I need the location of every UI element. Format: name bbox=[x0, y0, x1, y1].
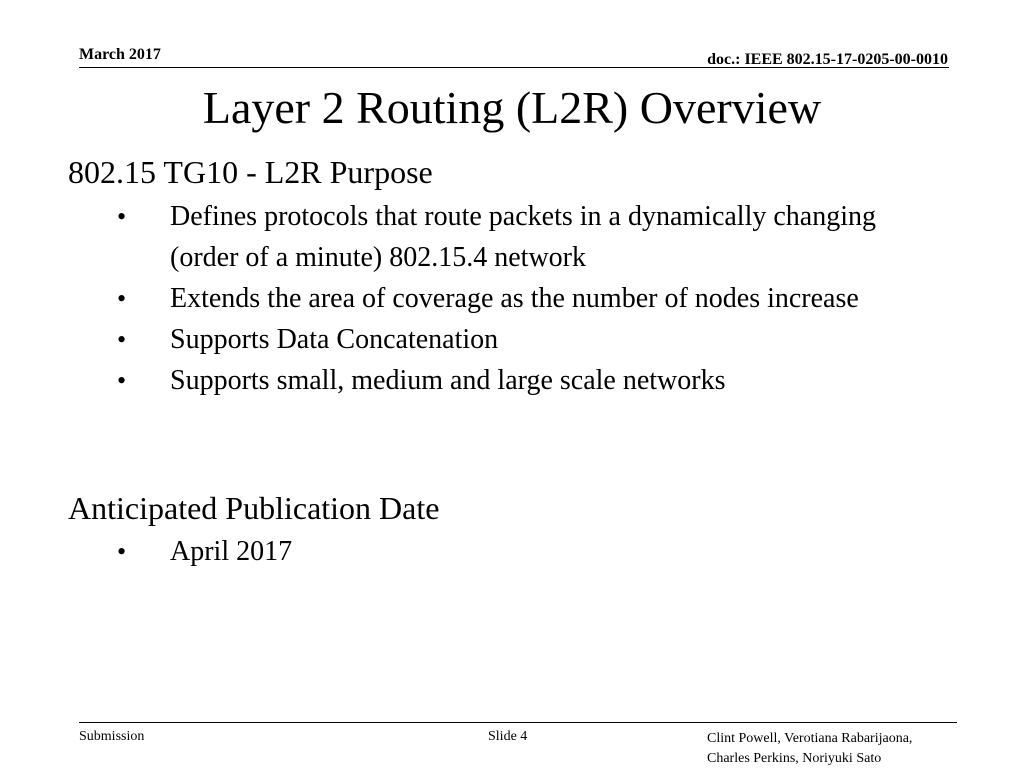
bullet-glyph: • bbox=[117, 366, 127, 395]
bullet-glyph: • bbox=[117, 325, 127, 354]
bullet-item bbox=[0, 319, 1024, 360]
header-divider bbox=[79, 67, 949, 68]
bullet-glyph: • bbox=[117, 202, 127, 231]
bullet-item bbox=[0, 278, 1024, 319]
bullet-item bbox=[0, 531, 1024, 572]
bullet-text: Supports small, medium and large scale networks bbox=[170, 365, 726, 396]
bullet-text: Defines protocols that route packets in a dynamically changing (order of a minute) 802.15.4 network bbox=[170, 201, 877, 273]
footer-authors bbox=[707, 729, 912, 769]
footer-slide-number: Slide 4 bbox=[488, 729, 528, 744]
bullet-list-purpose bbox=[0, 196, 1024, 401]
slide-title: Layer 2 Routing (L2R) Overview bbox=[202, 82, 822, 133]
bullet-item bbox=[0, 196, 1024, 278]
bullet-list-publication bbox=[0, 531, 1024, 572]
footer-authors-line-1: Clint Powell, Verotiana Rabarijaona, bbox=[707, 731, 913, 746]
footer-submission: Submission bbox=[79, 729, 145, 744]
section-heading-purpose: 802.15 TG10 - L2R Purpose bbox=[68, 154, 433, 190]
header-date: March 2017 bbox=[79, 46, 161, 63]
bullet-glyph: • bbox=[117, 284, 127, 313]
footer-authors-line-2: Charles Perkins, Noriyuki Sato bbox=[707, 751, 882, 766]
footer-divider bbox=[79, 722, 957, 723]
bullet-glyph: • bbox=[117, 537, 127, 566]
header-doc-id: doc.: IEEE 802.15-17-0205-00-0010 bbox=[707, 51, 948, 68]
bullet-text: Supports Data Concatenation bbox=[170, 324, 499, 355]
bullet-text: April 2017 bbox=[170, 536, 293, 567]
bullet-text: Extends the area of coverage as the number of nodes increase bbox=[170, 283, 859, 314]
bullet-item bbox=[0, 360, 1024, 401]
section-heading-publication: Anticipated Publication Date bbox=[68, 490, 440, 526]
